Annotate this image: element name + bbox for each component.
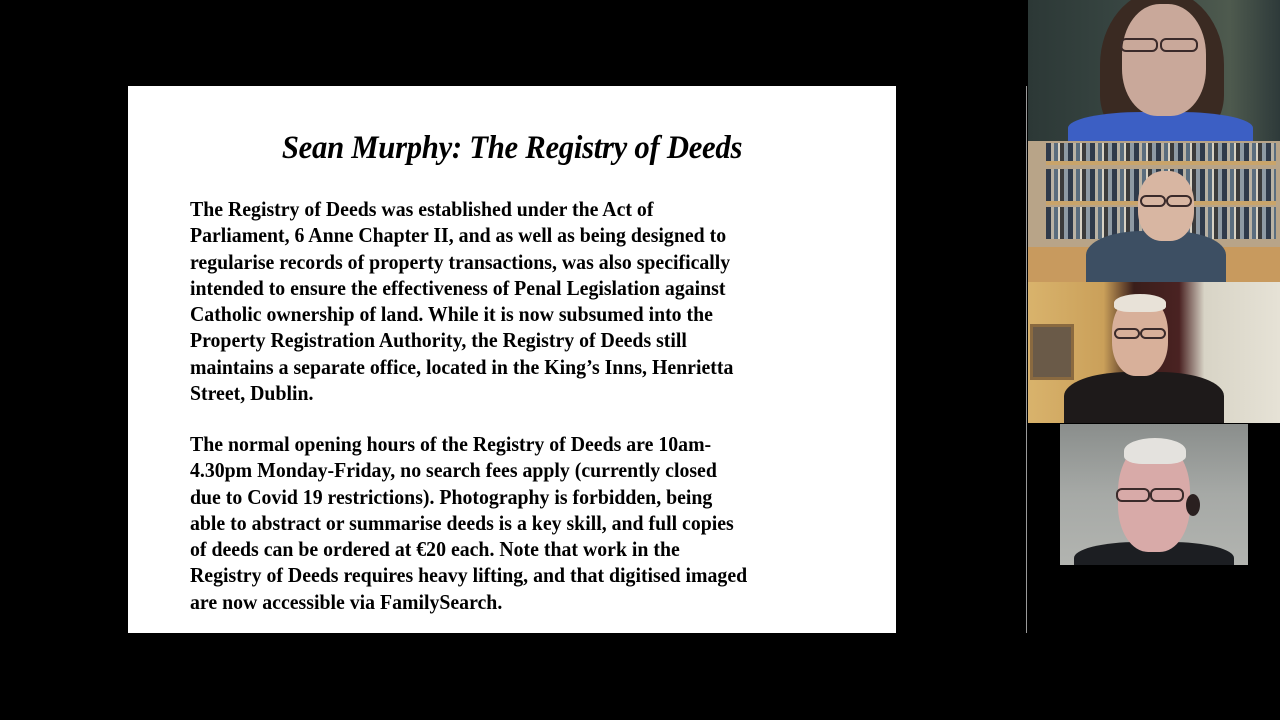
paragraph-line: are now accessible via FamilySearch. (190, 589, 503, 614)
headset-earpiece (1186, 494, 1200, 516)
wall-picture (1030, 324, 1074, 380)
paragraph-line: of deeds can be ordered at €20 each. Note that work in the (190, 537, 680, 562)
participant-hair (1114, 294, 1166, 312)
paragraph-line: Street, Dublin. (190, 381, 314, 406)
bookshelf (1046, 143, 1276, 161)
participant-glasses (1140, 328, 1166, 339)
participant-glasses (1160, 38, 1198, 52)
paragraph-line: Catholic ownership of land. While it is now subsumed into the (190, 302, 713, 327)
paragraph-line: Parliament, 6 Anne Chapter II, and as well as being designed to (190, 223, 727, 248)
paragraph-line: able to abstract or summarise deeds is a key skill, and full copies (190, 510, 734, 535)
bookshelf (1046, 161, 1276, 165)
paragraph-line: due to Covid 19 restrictions). Photography is forbidden, being (190, 484, 713, 509)
paragraph-line: intended to ensure the effectiveness of Penal Legislation against (190, 275, 726, 300)
paragraph-line: 4.30pm Monday-Friday, no search fees apply (currently closed (190, 458, 717, 483)
paragraph-line: Property Registration Authority, the Registry of Deeds still (190, 328, 687, 353)
paragraph-line: Registry of Deeds requires heavy lifting, and that digitised imaged (190, 563, 748, 588)
participant-video-1[interactable] (1028, 0, 1280, 141)
participant-glasses (1140, 195, 1166, 207)
panel-divider[interactable] (1026, 86, 1027, 633)
paragraph-line: regularise records of property transactions, was also specifically (190, 249, 731, 274)
paragraph-line: maintains a separate office, located in the King’s Inns, Henrietta (190, 354, 734, 379)
paragraph-line: The Registry of Deeds was established under the Act of (190, 197, 654, 221)
participant-video-4[interactable] (1060, 424, 1248, 565)
slide-paragraph-2 (190, 431, 870, 615)
paragraph-line: The normal opening hours of the Registry of Deeds are 10am- (190, 432, 712, 456)
participant-hair (1124, 438, 1186, 464)
participant-body (1064, 372, 1224, 423)
participant-glasses (1150, 488, 1184, 502)
participant-glasses (1166, 195, 1192, 207)
participant-glasses (1116, 488, 1150, 502)
slide-title: Sean Murphy: The Registry of Deeds (281, 130, 743, 166)
participant-face (1122, 4, 1206, 116)
slide-paragraph-1 (190, 196, 870, 406)
participant-video-2[interactable] (1028, 141, 1280, 282)
participant-glasses (1114, 328, 1140, 339)
participant-glasses (1120, 38, 1158, 52)
presentation-slide (128, 86, 896, 633)
participant-video-3[interactable] (1028, 282, 1280, 423)
participant-body (1068, 112, 1253, 141)
